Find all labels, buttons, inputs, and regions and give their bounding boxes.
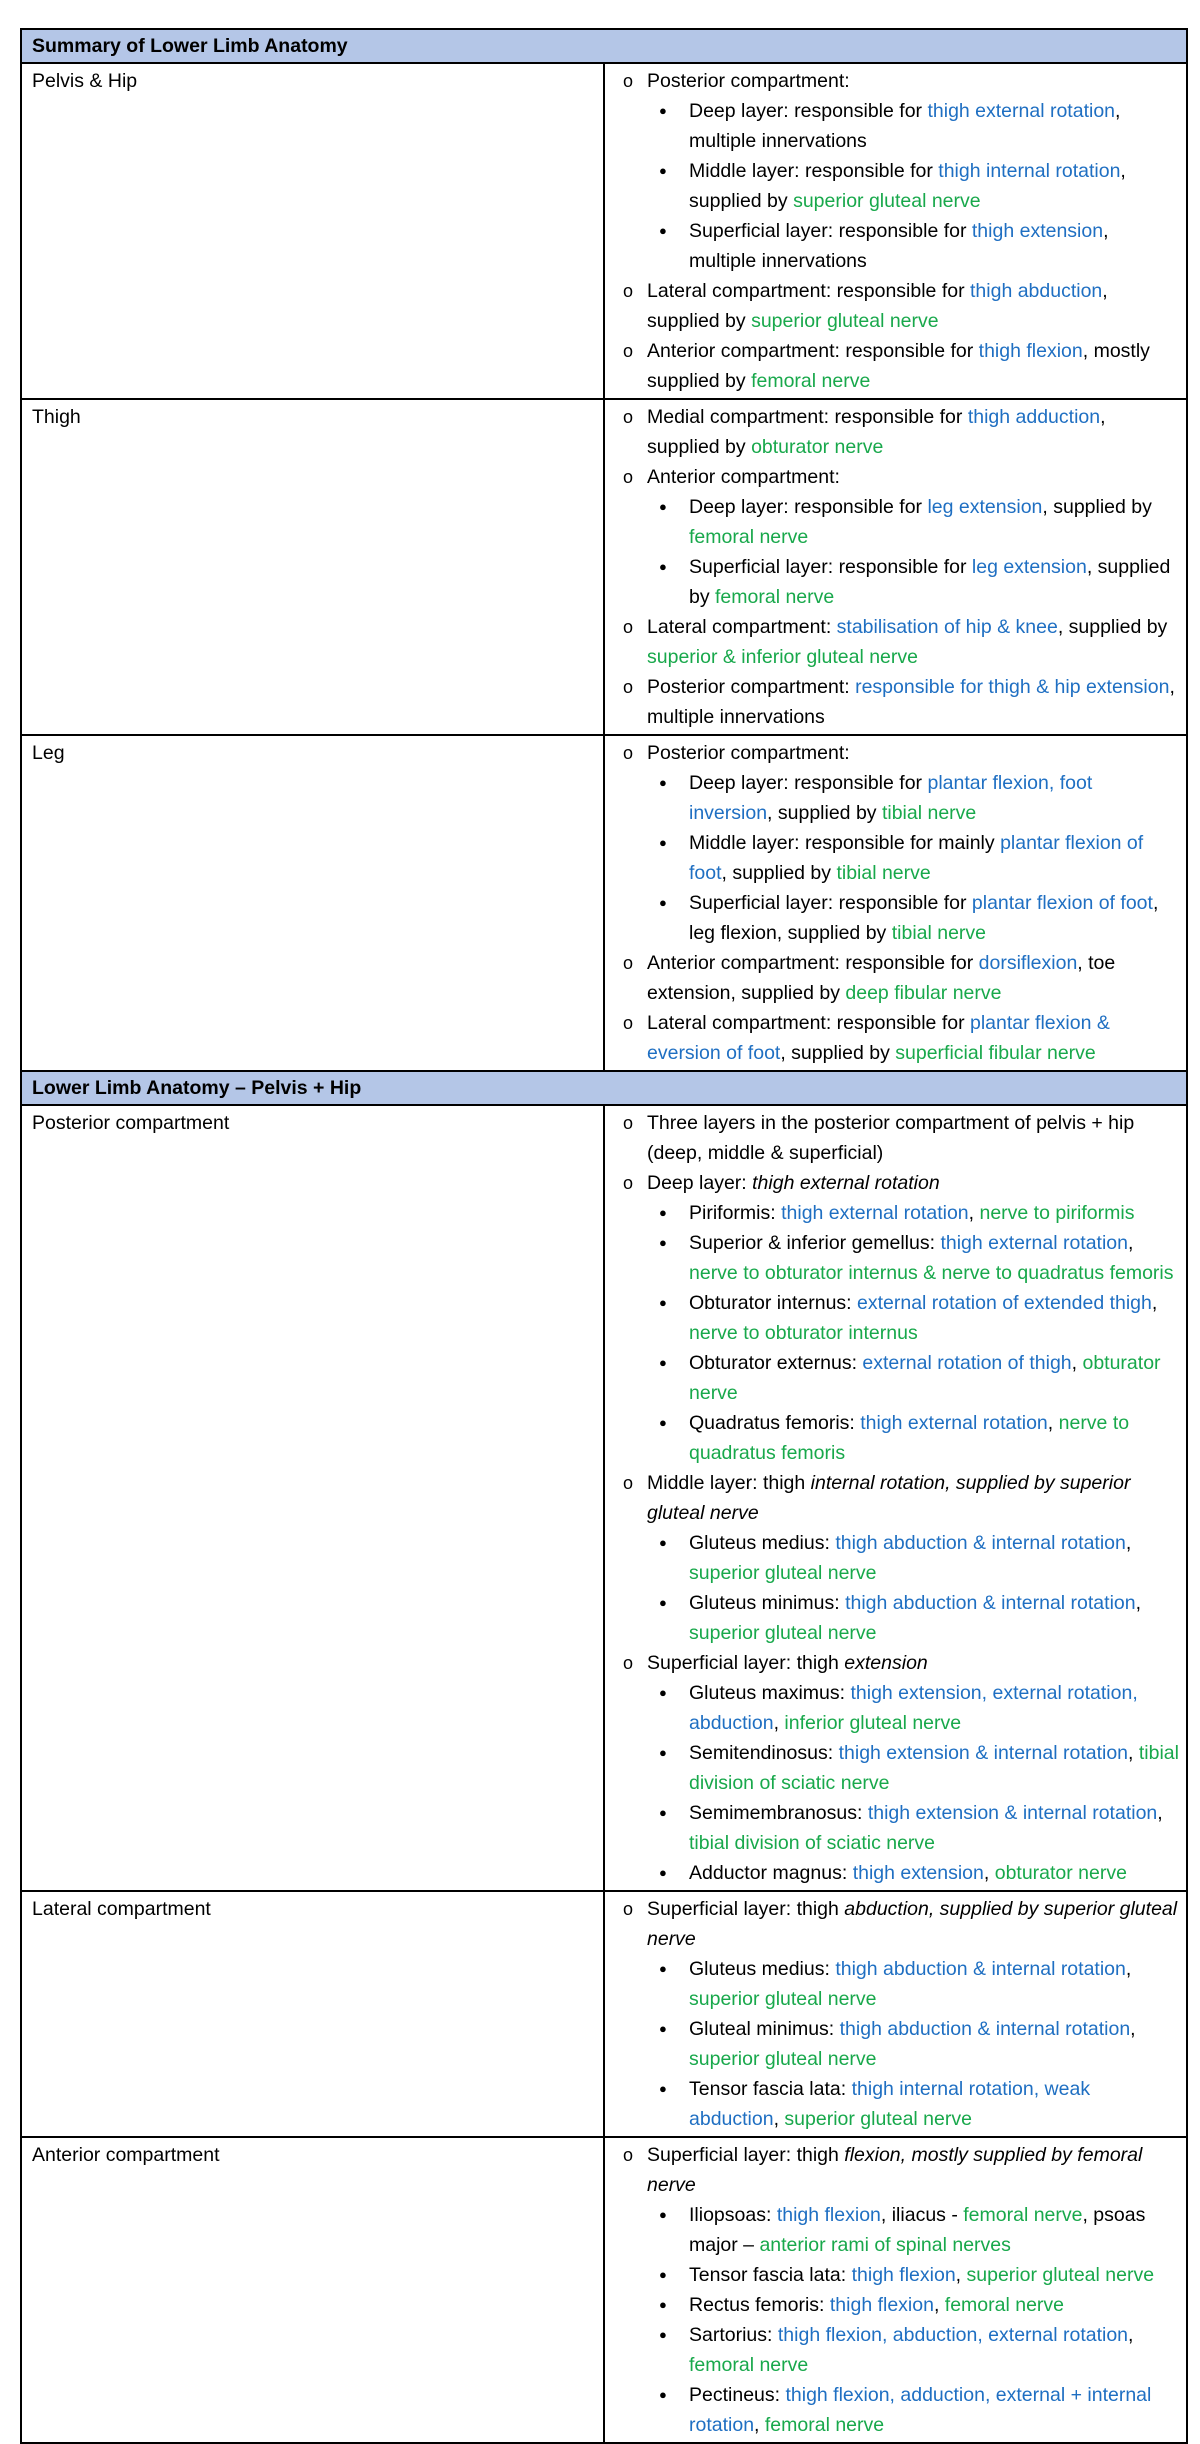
nerve-text: femoral nerve — [715, 586, 835, 608]
sub-list-item — [615, 1348, 1180, 1408]
action-text: thigh abduction & internal rotation — [845, 1592, 1136, 1614]
text: Superficial layer: responsible for — [689, 892, 972, 914]
nerve-text: tibial division of sciatic nerve — [689, 1832, 936, 1854]
text: Anterior compartment: responsible for — [647, 952, 979, 974]
action-text: leg extension — [971, 556, 1087, 578]
action-text: external rotation of extended thigh — [857, 1292, 1152, 1314]
text: Tensor fascia lata: — [689, 2264, 852, 2286]
list-item — [615, 336, 1180, 396]
sub-list-item — [615, 1858, 1180, 1888]
text: Deep layer: responsible for — [689, 772, 928, 794]
text: Deep layer: responsible for — [689, 496, 928, 518]
action-text: plantar flexion of foot — [689, 832, 1144, 884]
sub-list-item — [615, 888, 1180, 948]
action-text: thigh external rotation — [781, 1202, 969, 1224]
text: Adductor magnus: — [689, 1862, 853, 1884]
list-item — [615, 1168, 1180, 1198]
text: , supplied by — [689, 160, 1126, 212]
text: , — [933, 2294, 945, 2316]
nerve-text: superior gluteal nerve — [689, 1988, 877, 2010]
nerve-text: obturator nerve — [689, 1352, 1161, 1404]
text: , mostly supplied by — [647, 340, 1150, 392]
action-text: thigh abduction & internal rotation — [835, 1958, 1126, 1980]
text: Deep layer: responsible for — [689, 100, 928, 122]
sub-list-item — [615, 2200, 1180, 2260]
text: Three layers in the posterior compartment of pelvis + hip (deep, middle & superficial) — [647, 1112, 1135, 1164]
sub-list-item — [615, 2320, 1180, 2380]
text: Posterior compartment: — [647, 676, 856, 698]
text: Iliopsoas: — [689, 2204, 777, 2226]
text: Lateral compartment: responsible for — [647, 280, 970, 302]
action-text: thigh extension & internal rotation — [867, 1802, 1158, 1824]
nerve-text: femoral nerve — [963, 2204, 1083, 2226]
text: , supplied by — [721, 862, 837, 884]
action-text: thigh extension — [971, 220, 1104, 242]
nerve-text: superior & inferior gluteal nerve — [647, 646, 918, 668]
action-text: stabilisation of hip & knee — [836, 616, 1058, 638]
sub-list-item — [615, 1588, 1180, 1648]
action-text: thigh internal rotation — [938, 160, 1121, 182]
list-item — [615, 1008, 1180, 1068]
text: , — [1047, 1412, 1059, 1434]
text: , — [1071, 1352, 1083, 1374]
text: , supplied by — [1057, 616, 1168, 638]
table-row-lateral-compartment — [21, 1891, 1187, 2137]
sub-list-item — [615, 1954, 1180, 2014]
nerve-text: inferior gluteal nerve — [784, 1712, 962, 1734]
text: Semimembranosus: — [689, 1802, 868, 1824]
row-content — [604, 399, 1187, 735]
text: Superficial layer: thigh — [647, 1652, 845, 1674]
action-text: thigh extension — [852, 1862, 984, 1884]
italic-text: extension — [844, 1652, 928, 1674]
action-text: thigh flexion, abduction, external rotation — [777, 2324, 1129, 2346]
text: Obturator internus: — [689, 1292, 857, 1314]
section-header-row — [21, 1071, 1187, 1105]
action-text: thigh flexion — [978, 340, 1083, 362]
nerve-text: superior gluteal nerve — [689, 1622, 877, 1644]
list-item — [615, 672, 1180, 732]
nerve-text: femoral nerve — [689, 2354, 809, 2376]
text: , multiple innervations — [689, 220, 1109, 272]
nerve-text: superior gluteal nerve — [784, 2108, 972, 2130]
text: Posterior compartment: — [647, 742, 850, 764]
sub-list-item — [615, 2290, 1180, 2320]
action-text: thigh abduction & internal rotation — [839, 2018, 1131, 2040]
text: Gluteus maximus: — [689, 1682, 851, 1704]
sub-list-item — [615, 2014, 1180, 2074]
text: , — [754, 2414, 765, 2436]
section-title: Summary of Lower Limb Anatomy — [21, 29, 1187, 63]
text: Pectineus: — [689, 2384, 786, 2406]
text: Superficial layer: responsible for — [689, 556, 972, 578]
row-content — [604, 735, 1187, 1071]
sub-list-item — [615, 768, 1180, 828]
nerve-text: tibial nerve — [836, 862, 931, 884]
text: , — [1151, 1292, 1158, 1314]
row-label: Lateral compartment — [21, 1891, 604, 2137]
table-row-posterior-compartment — [21, 1105, 1187, 1891]
action-text: thigh external rotation — [860, 1412, 1048, 1434]
table-row-leg — [21, 735, 1187, 1071]
nerve-text: nerve to piriformis — [979, 1202, 1135, 1224]
nerve-text: femoral nerve — [689, 526, 809, 548]
section-header-row — [21, 29, 1187, 63]
nerve-text: deep fibular nerve — [845, 982, 1002, 1004]
text: , — [1125, 1532, 1132, 1554]
text: Gluteus minimus: — [689, 1592, 846, 1614]
text: Middle layer: responsible for mainly — [689, 832, 1001, 854]
text: Tensor fascia lata: — [689, 2078, 852, 2100]
text: , — [1130, 2018, 1136, 2040]
text: Superficial layer: thigh — [647, 2144, 845, 2166]
text: Rectus femoris: — [689, 2294, 830, 2316]
sub-list-item — [615, 156, 1180, 216]
sub-list-item — [615, 2380, 1180, 2440]
row-content — [604, 1105, 1187, 1891]
table-row-pelvis-hip — [21, 63, 1187, 399]
action-text: thigh abduction — [970, 280, 1103, 302]
sub-list-item — [615, 216, 1180, 276]
text: Gluteus medius: — [689, 1958, 836, 1980]
sub-list-item — [615, 552, 1180, 612]
row-label: Anterior compartment — [21, 2137, 604, 2443]
action-text: external rotation of thigh — [862, 1352, 1072, 1374]
nerve-text: superior gluteal nerve — [751, 310, 939, 332]
action-text: dorsiflexion — [978, 952, 1078, 974]
table-row-thigh — [21, 399, 1187, 735]
sub-list-item — [615, 492, 1180, 552]
sub-list-item — [615, 1198, 1180, 1228]
text: Middle layer: thigh — [647, 1472, 811, 1494]
nerve-text: nerve to quadratus femoris — [689, 1412, 1130, 1464]
text: Superior & inferior gemellus: — [689, 1232, 941, 1254]
section-title: Lower Limb Anatomy – Pelvis + Hip — [21, 1071, 1187, 1105]
italic-text: internal rotation, supplied by superior gluteal nerve — [647, 1472, 1131, 1524]
sub-list-item — [615, 828, 1180, 888]
text: , — [1157, 1802, 1163, 1824]
text: Deep layer: — [647, 1172, 753, 1194]
sub-list-item — [615, 1228, 1180, 1288]
row-label: Posterior compartment — [21, 1105, 604, 1891]
text: , supplied by — [780, 1042, 896, 1064]
action-text: thigh extension, external rotation, abduction — [689, 1682, 1138, 1734]
nerve-text: obturator nerve — [994, 1862, 1127, 1884]
text: Piriformis: — [689, 1202, 782, 1224]
list-item — [615, 276, 1180, 336]
table-row-anterior-compartment — [21, 2137, 1187, 2443]
text: Gluteus medius: — [689, 1532, 836, 1554]
nerve-text: tibial nerve — [881, 802, 977, 824]
sub-list-item — [615, 2260, 1180, 2290]
text: Obturator externus: — [689, 1352, 863, 1374]
nerve-text: superior gluteal nerve — [689, 1562, 877, 1584]
action-text: responsible for thigh & hip extension — [855, 676, 1170, 698]
list-item — [615, 462, 1180, 492]
list-item — [615, 1108, 1180, 1168]
text: Sartorius: — [689, 2324, 778, 2346]
nerve-text: femoral nerve — [751, 370, 871, 392]
action-text: plantar flexion & eversion of foot — [647, 1012, 1110, 1064]
action-text: thigh flexion — [851, 2264, 956, 2286]
nerve-text: superficial fibular nerve — [895, 1042, 1096, 1064]
nerve-text: superior gluteal nerve — [689, 2048, 877, 2070]
text: Middle layer: responsible for — [689, 160, 939, 182]
nerve-text: tibial division of sciatic nerve — [689, 1742, 1179, 1794]
sub-list-item — [615, 2074, 1180, 2134]
action-text: thigh abduction & internal rotation — [835, 1532, 1126, 1554]
action-text: thigh extension & internal rotation — [838, 1742, 1129, 1764]
italic-text: thigh external rotation — [752, 1172, 940, 1194]
nerve-text: superior gluteal nerve — [966, 2264, 1155, 2286]
text: , multiple innervations — [647, 676, 1175, 728]
action-text: leg extension — [927, 496, 1043, 518]
nerve-text: superior gluteal nerve — [793, 190, 981, 212]
text: Lateral compartment: — [647, 616, 837, 638]
text: , — [1125, 1958, 1132, 1980]
nerve-text: nerve to obturator internus & nerve to quadratus femoris — [689, 1262, 1174, 1284]
text: , supplied by — [689, 556, 1171, 608]
text: , — [773, 1712, 785, 1734]
text: , — [955, 2264, 967, 2286]
action-text: thigh flexion — [829, 2294, 934, 2316]
italic-text: flexion, mostly supplied by femoral nerve — [647, 2144, 1143, 2196]
text: , — [1135, 1592, 1142, 1614]
text: , leg flexion, supplied by — [689, 892, 1159, 944]
text: , — [1128, 2324, 1134, 2346]
anatomy-table — [20, 28, 1188, 2444]
row-content — [604, 1891, 1187, 2137]
row-content — [604, 2137, 1187, 2443]
sub-list-item — [615, 1288, 1180, 1348]
nerve-text: femoral nerve — [944, 2294, 1065, 2316]
list-item — [615, 1894, 1180, 1954]
action-text: thigh internal rotation, weak abduction — [689, 2078, 1091, 2130]
text: , psoas major – — [689, 2204, 1146, 2256]
sub-list-item — [615, 1528, 1180, 1588]
nerve-text: femoral nerve — [764, 2414, 885, 2436]
text: , iliacus - — [880, 2204, 964, 2226]
list-item — [615, 612, 1180, 672]
text: Gluteal minimus: — [689, 2018, 840, 2040]
text: , — [968, 1202, 980, 1224]
italic-text: abduction, supplied by superior gluteal nerve — [647, 1898, 1178, 1950]
text: , supplied by — [647, 406, 1106, 458]
action-text: thigh flexion — [776, 2204, 881, 2226]
text: , multiple innervations — [689, 100, 1121, 152]
nerve-text: anterior rami of spinal nerves — [759, 2234, 1011, 2256]
text: Quadratus femoris: — [689, 1412, 861, 1434]
sub-list-item — [615, 1408, 1180, 1468]
row-label: Thigh — [21, 399, 604, 735]
text: , supplied by — [767, 802, 882, 824]
text: Posterior compartment: — [647, 70, 850, 92]
sub-list-item — [615, 1738, 1180, 1798]
text: Medial compartment: responsible for — [647, 406, 968, 428]
list-item — [615, 1648, 1180, 1678]
text: Superficial layer: thigh — [647, 1898, 845, 1920]
text: , supplied by — [647, 280, 1108, 332]
action-text: plantar flexion, foot inversion — [689, 772, 1093, 824]
text: , — [773, 2108, 785, 2130]
list-item — [615, 402, 1180, 462]
sub-list-item — [615, 1678, 1180, 1738]
sub-list-item — [615, 96, 1180, 156]
list-item — [615, 738, 1180, 768]
text: Lateral compartment: responsible for — [647, 1012, 970, 1034]
text: , — [1128, 1742, 1139, 1764]
nerve-text: obturator nerve — [751, 436, 884, 458]
row-label: Leg — [21, 735, 604, 1071]
action-text: thigh adduction — [967, 406, 1101, 428]
sub-list-item — [615, 1798, 1180, 1858]
nerve-text: nerve to obturator internus — [689, 1322, 918, 1344]
action-text: thigh flexion, adduction, external + internal rotation — [689, 2384, 1152, 2436]
list-item — [615, 1468, 1180, 1528]
text: , — [983, 1862, 995, 1884]
row-content — [604, 63, 1187, 399]
text: Superficial layer: responsible for — [689, 220, 972, 242]
text: , — [1128, 1232, 1134, 1254]
list-item — [615, 2140, 1180, 2200]
action-text: thigh external rotation — [927, 100, 1116, 122]
action-text: thigh external rotation — [940, 1232, 1128, 1254]
text: , supplied by — [1042, 496, 1152, 518]
text: , toe extension, supplied by — [647, 952, 1116, 1004]
list-item — [615, 66, 1180, 96]
action-text: plantar flexion of foot — [971, 892, 1153, 914]
nerve-text: tibial nerve — [891, 922, 987, 944]
text: Anterior compartment: responsible for — [647, 340, 979, 362]
list-item — [615, 948, 1180, 1008]
row-label: Pelvis & Hip — [21, 63, 604, 399]
text: Semitendinosus: — [689, 1742, 839, 1764]
text: Anterior compartment: — [647, 466, 840, 488]
